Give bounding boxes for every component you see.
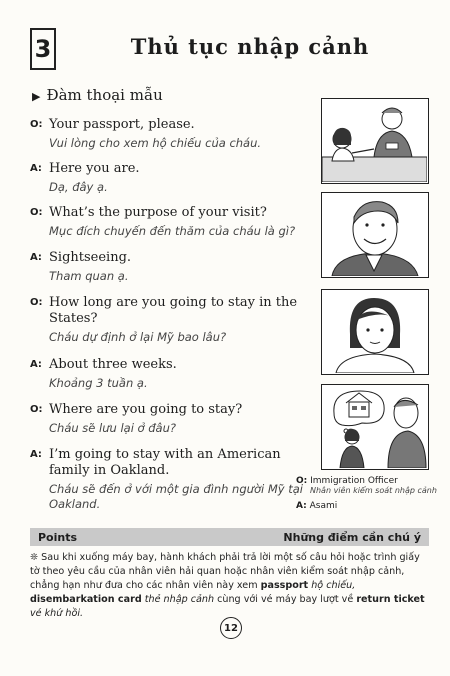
note-term: return ticket (356, 594, 425, 605)
points-title: Points (38, 530, 78, 544)
english-line: Sightseeing. (49, 250, 132, 265)
legend-label: Asami (309, 501, 338, 511)
note-text: cùng với vé máy bay lượt về (217, 594, 354, 605)
vietnamese-line: Cháu sẽ đến ở với một gia đình người Mỹ tại Oakland. (49, 482, 303, 511)
triangle-bullet-icon: ▶ (32, 90, 41, 103)
english-line: What’s the purpose of your visit? (49, 205, 267, 220)
dialogue-line (30, 402, 306, 436)
note-term-vietnamese: thẻ nhập cảnh (144, 594, 215, 605)
speaker-label: A: (30, 359, 42, 370)
note-term-vietnamese: hộ chiếu, (311, 580, 356, 591)
speaker-label: A: (30, 163, 42, 174)
legend-key: A: (296, 501, 307, 511)
speaker-label: O: (30, 119, 43, 130)
english-line: Where are you going to stay? (49, 402, 243, 417)
speaker-label: O: (30, 297, 43, 308)
english-line: Your passport, please. (49, 117, 195, 132)
dialogue-line (30, 357, 306, 391)
english-line: Here you are. (49, 161, 140, 176)
note-term-vietnamese: vé khứ hồi. (30, 608, 84, 619)
vietnamese-line: Khoảng 3 tuần ạ. (49, 376, 148, 390)
illustration-house-thought (321, 384, 429, 470)
points-note (30, 551, 431, 621)
note-term: passport (260, 580, 309, 591)
vietnamese-line: Dạ, đây ạ. (49, 180, 108, 194)
english-line: I’m going to stay with an American family in Oakland. (49, 447, 281, 478)
dialogue-line (30, 447, 306, 512)
illustration-desk-scene (321, 98, 429, 184)
vietnamese-line: Mục đích chuyến đến thăm của cháu là gì? (49, 224, 296, 238)
legend-vietnamese: Nhân viên kiểm soát nhập cảnh (310, 486, 437, 495)
illustration-asami (321, 289, 429, 375)
vietnamese-line: Cháu sẽ lưu lại ở đâu? (49, 421, 176, 435)
note-term: disembarkation card (30, 594, 142, 605)
note-text: Sau khi xuống máy bay, hành khách phải trả lời một số câu hỏi hoặc trình giấy tờ theo yêu cầu của nhân viên hải quan hoặc nhân viên kiểm soát nhập cảnh, chẳng hạn như đưa cho các nhân viên này xem (30, 552, 420, 591)
dialogue-line (30, 205, 306, 239)
vietnamese-line: Cháu dự định ở lại Mỹ bao lâu? (49, 330, 227, 344)
legend-label: Immigration Officer (310, 476, 398, 486)
legend-asami (296, 501, 337, 511)
vietnamese-line: Vui lòng cho xem hộ chiếu của cháu. (49, 136, 262, 150)
points-title-vietnamese: Những điểm cần chú ý (283, 530, 421, 544)
english-line: How long are you going to stay in the States? (49, 295, 298, 326)
page-number: 12 (220, 617, 242, 639)
bullet-icon: ❊ (30, 552, 39, 563)
speaker-label: O: (30, 404, 43, 415)
dialogue-line (30, 117, 306, 151)
legend-officer (296, 476, 437, 495)
asami-portrait-illustration (322, 290, 427, 373)
speaker-label: A: (30, 449, 42, 460)
points-header (30, 528, 429, 546)
section-title: Đàm thoại mẫu (46, 86, 163, 104)
dialogue-line (30, 250, 306, 284)
legend-key: O: (296, 476, 308, 486)
officer-portrait-illustration (322, 193, 427, 276)
page-title: Thủ tục nhập cảnh (130, 34, 370, 59)
thinking-of-house-illustration (322, 385, 427, 468)
section-heading (32, 86, 163, 104)
chapter-number: 3 (30, 28, 56, 70)
speaker-label: O: (30, 207, 43, 218)
illustration-officer (321, 192, 429, 278)
dialogue-line (30, 161, 306, 195)
speaker-label: A: (30, 252, 42, 263)
vietnamese-line: Tham quan ạ. (49, 269, 129, 283)
officer-and-girl-illustration (322, 99, 427, 182)
dialogue-line (30, 295, 306, 345)
english-line: About three weeks. (49, 357, 177, 372)
